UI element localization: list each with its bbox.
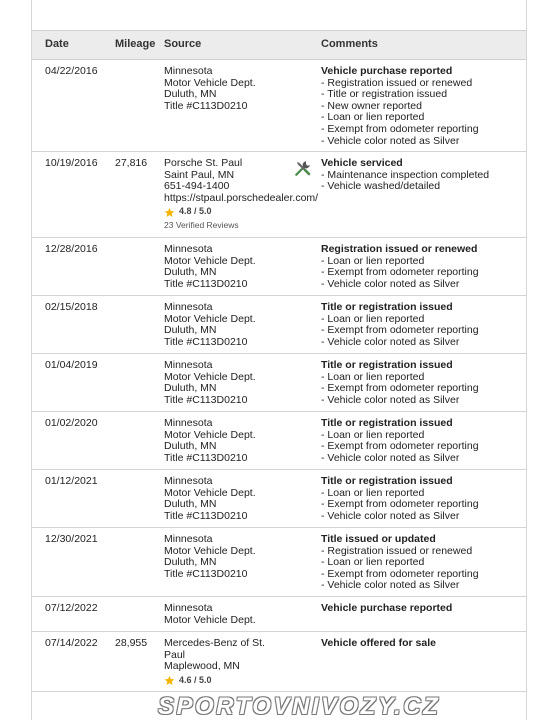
star-icon xyxy=(164,207,175,218)
row-date: 07/12/2022 xyxy=(45,602,98,614)
source-line: Paul xyxy=(164,648,186,661)
source-line: Title #C113D0210 xyxy=(164,567,248,580)
row-comments xyxy=(321,597,526,631)
row-source xyxy=(164,354,321,411)
row-date: 12/28/2016 xyxy=(45,243,98,255)
row-comments xyxy=(321,238,526,295)
comment-title: Vehicle purchase reported xyxy=(321,602,453,614)
row-mileage: 28,955 xyxy=(115,637,148,649)
comment-item: - Registration issued or renewed xyxy=(321,76,473,89)
row-comments xyxy=(321,412,526,469)
source-line: Duluth, MN xyxy=(164,88,217,101)
header-comments: Comments xyxy=(321,38,378,50)
row-date: 01/02/2020 xyxy=(45,417,98,429)
comment-title: Title or registration issued xyxy=(321,359,453,371)
watermark: SPORTOVNIVOZY.CZ xyxy=(158,693,441,720)
source-line: Mercedes-Benz of St. xyxy=(164,637,265,649)
source-line: Duluth, MN xyxy=(164,498,217,511)
source-line: Saint Paul, MN xyxy=(164,168,235,181)
rating-value: 4.8 / 5.0 xyxy=(179,206,212,217)
comment-item: - Exempt from odometer reporting xyxy=(321,382,479,395)
row-comments xyxy=(321,60,526,151)
table-row xyxy=(32,60,526,152)
source-line: Motor Vehicle Dept. xyxy=(164,613,256,626)
row-date: 07/14/2022 xyxy=(45,637,98,649)
header-date: Date xyxy=(45,38,69,50)
comment-item: - Vehicle color noted as Silver xyxy=(321,579,460,592)
comment-item: - Vehicle color noted as Silver xyxy=(321,134,460,147)
table-header xyxy=(32,30,526,60)
source-line: Title #C113D0210 xyxy=(164,99,248,112)
rating xyxy=(164,675,321,687)
row-mileage xyxy=(115,597,164,631)
source-line: Duluth, MN xyxy=(164,556,217,569)
source-line: Minnesota xyxy=(164,533,213,545)
comment-item: - Maintenance inspection completed xyxy=(321,168,490,181)
table-row xyxy=(32,597,526,632)
row-date: 01/04/2019 xyxy=(45,359,98,371)
comment-item: - Vehicle color noted as Silver xyxy=(321,393,460,406)
source-line: Motor Vehicle Dept. xyxy=(164,428,256,441)
row-comments xyxy=(321,632,526,691)
row-date: 10/19/2016 xyxy=(45,157,98,169)
row-date: 12/30/2021 xyxy=(45,533,98,545)
table-row xyxy=(32,412,526,470)
source-line: Minnesota xyxy=(164,475,213,487)
wrench-screwdriver-icon xyxy=(294,159,312,177)
source-line: Minnesota xyxy=(164,359,213,371)
comment-item: - Exempt from odometer reporting xyxy=(321,440,479,453)
rating-value: 4.6 / 5.0 xyxy=(179,674,212,685)
row-date: 04/22/2016 xyxy=(45,65,98,77)
comment-item: - Exempt from odometer reporting xyxy=(321,324,479,337)
source-line: Duluth, MN xyxy=(164,324,217,337)
source-line: Duluth, MN xyxy=(164,266,217,279)
comment-item: - Exempt from odometer reporting xyxy=(321,567,479,580)
source-line: Title #C113D0210 xyxy=(164,451,248,464)
row-source xyxy=(164,412,321,469)
source-line: 651-494-1400 xyxy=(164,180,230,193)
row-date: 01/12/2021 xyxy=(45,475,98,487)
row-mileage xyxy=(115,528,164,596)
source-line: Motor Vehicle Dept. xyxy=(164,254,256,267)
row-source xyxy=(164,528,321,596)
row-mileage xyxy=(115,470,164,527)
rating xyxy=(164,206,321,218)
row-mileage xyxy=(115,238,164,295)
table-row xyxy=(32,238,526,296)
table-row xyxy=(32,152,526,238)
comment-item: - Vehicle color noted as Silver xyxy=(321,451,460,464)
comment-item: - Loan or lien reported xyxy=(321,428,425,441)
source-line: https://stpaul.porschedealer.com/ xyxy=(164,191,319,204)
source-line: Title #C113D0210 xyxy=(164,277,248,290)
star-icon xyxy=(164,675,175,686)
comment-item: - Exempt from odometer reporting xyxy=(321,498,479,511)
comment-item: - Exempt from odometer reporting xyxy=(321,266,479,279)
row-comments xyxy=(321,528,526,596)
row-mileage: 27,816 xyxy=(115,157,148,169)
table-body xyxy=(32,60,526,692)
comment-item: - Registration issued or renewed xyxy=(321,544,473,557)
source-line: Motor Vehicle Dept. xyxy=(164,312,256,325)
row-mileage xyxy=(115,354,164,411)
comment-item: - Loan or lien reported xyxy=(321,312,425,325)
table-row xyxy=(32,296,526,354)
source-line: Motor Vehicle Dept. xyxy=(164,486,256,499)
row-source xyxy=(164,470,321,527)
comment-item: - Vehicle washed/detailed xyxy=(321,180,441,193)
comment-item: - Vehicle color noted as Silver xyxy=(321,277,460,290)
comment-title: Vehicle serviced xyxy=(321,157,403,169)
source-line: Title #C113D0210 xyxy=(164,335,248,348)
comment-item: - Loan or lien reported xyxy=(321,556,425,569)
verified-reviews-link[interactable]: 23 Verified Reviews xyxy=(164,219,239,230)
source-line: Title #C113D0210 xyxy=(164,509,248,522)
comment-title: Title or registration issued xyxy=(321,301,453,313)
table-row xyxy=(32,528,526,597)
comment-title: Title issued or updated xyxy=(321,533,436,545)
comment-item: - Vehicle color noted as Silver xyxy=(321,335,460,348)
comment-title: Vehicle purchase reported xyxy=(321,65,453,77)
row-mileage xyxy=(115,60,164,151)
source-line: Minnesota xyxy=(164,243,213,255)
table-row xyxy=(32,632,526,692)
source-line: Maplewood, MN xyxy=(164,660,240,673)
comment-item: - Loan or lien reported xyxy=(321,486,425,499)
source-line: Duluth, MN xyxy=(164,440,217,453)
comment-item: - Loan or lien reported xyxy=(321,254,425,267)
row-date: 02/15/2018 xyxy=(45,301,98,313)
table-row xyxy=(32,354,526,412)
source-line: Minnesota xyxy=(164,417,213,429)
source-line: Minnesota xyxy=(164,65,213,77)
comment-title: Registration issued or renewed xyxy=(321,243,478,255)
source-line: Title #C113D0210 xyxy=(164,393,248,406)
comment-item: - Loan or lien reported xyxy=(321,111,425,124)
source-line: Motor Vehicle Dept. xyxy=(164,370,256,383)
comment-item: - Exempt from odometer reporting xyxy=(321,122,479,135)
comment-title: Title or registration issued xyxy=(321,475,453,487)
source-line: Duluth, MN xyxy=(164,382,217,395)
comment-item: - Vehicle color noted as Silver xyxy=(321,509,460,522)
row-mileage xyxy=(115,412,164,469)
row-mileage xyxy=(115,296,164,353)
table-row xyxy=(32,470,526,528)
top-spacer xyxy=(32,0,526,30)
row-comments xyxy=(321,470,526,527)
comment-item: - Loan or lien reported xyxy=(321,370,425,383)
source-line: Motor Vehicle Dept. xyxy=(164,76,256,89)
row-source xyxy=(164,152,321,237)
comment-item: - New owner reported xyxy=(321,99,422,112)
row-source xyxy=(164,238,321,295)
source-line: Motor Vehicle Dept. xyxy=(164,544,256,557)
comment-title: Vehicle offered for sale xyxy=(321,637,436,649)
header-source: Source xyxy=(164,38,202,50)
source-line: Porsche St. Paul xyxy=(164,157,243,169)
row-comments xyxy=(321,152,526,237)
row-source xyxy=(164,632,321,691)
comment-item: - Title or registration issued xyxy=(321,88,448,101)
vehicle-history-table xyxy=(31,0,527,720)
row-source xyxy=(164,597,321,631)
row-comments xyxy=(321,354,526,411)
source-line: Minnesota xyxy=(164,301,213,313)
row-source xyxy=(164,296,321,353)
row-source xyxy=(164,60,321,151)
source-line: Minnesota xyxy=(164,602,213,614)
comment-title: Title or registration issued xyxy=(321,417,453,429)
header-mileage: Mileage xyxy=(115,38,156,50)
row-comments xyxy=(321,296,526,353)
